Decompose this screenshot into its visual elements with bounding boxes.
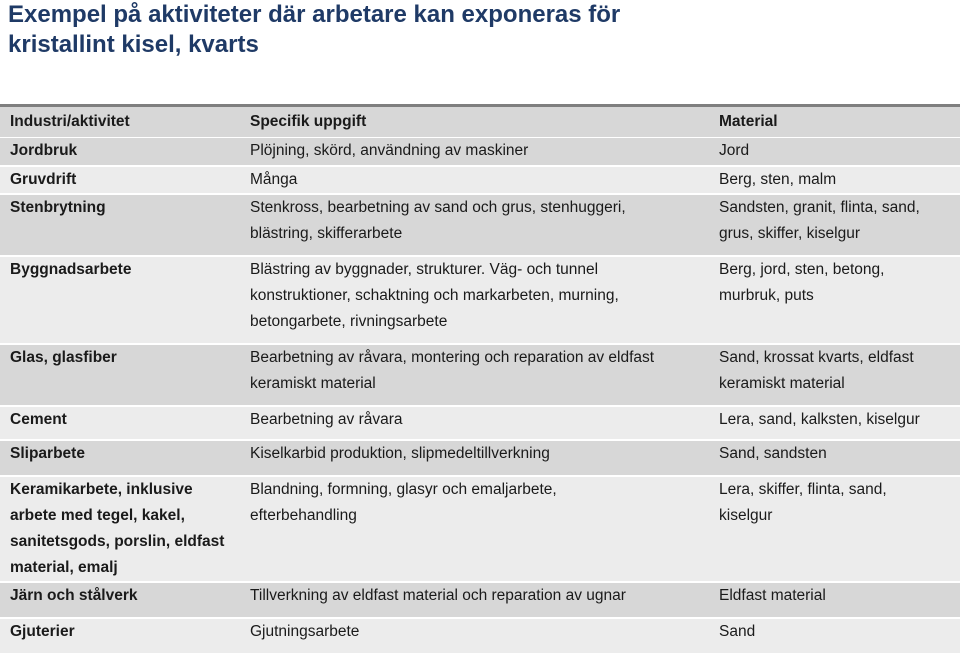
- cell-industry: [0, 476, 240, 582]
- cell-material-line: Eldfast material: [719, 586, 826, 604]
- exposure-table: [0, 104, 960, 655]
- cell-material-line: Sand, krossat kvarts, eldfast: [719, 348, 914, 366]
- cell-task: [240, 618, 709, 654]
- cell-industry-line: material, emalj: [10, 558, 118, 576]
- cell-material-line: Berg, sten, malm: [719, 170, 837, 188]
- cell-industry: [0, 344, 240, 406]
- cell-material: [709, 582, 960, 618]
- cell-task-line: Blästring av byggnader, strukturer. Väg- och tunnel: [250, 260, 599, 278]
- cell-task-line: Många: [250, 170, 298, 188]
- cell-material-line: kiselgur: [719, 506, 773, 524]
- cell-material-line: Berg, jord, sten, betong,: [719, 260, 885, 278]
- cell-task: [240, 440, 709, 476]
- table-row: [0, 138, 960, 166]
- cell-task-line: blästring, skifferarbete: [250, 224, 403, 242]
- cell-industry: [0, 582, 240, 618]
- cell-task-line: Plöjning, skörd, användning av maskiner: [250, 142, 529, 159]
- cell-material: [709, 344, 960, 406]
- header-material: Material: [709, 106, 960, 138]
- cell-task-line: Gjutningsarbete: [250, 622, 360, 640]
- cell-material-line: grus, skiffer, kiselgur: [719, 224, 860, 242]
- cell-industry-line: Järn och stålverk: [10, 586, 138, 604]
- cell-industry-line: Gruvdrift: [10, 170, 77, 188]
- cell-task-line: Bearbetning av råvara, montering och reparation av eldfast: [250, 348, 655, 366]
- cell-task: [240, 476, 709, 582]
- cell-material: [709, 618, 960, 654]
- cell-material: [709, 138, 960, 166]
- cell-industry-line: Cement: [10, 410, 67, 428]
- cell-industry: [0, 256, 240, 344]
- cell-industry: [0, 618, 240, 654]
- cell-material: [709, 440, 960, 476]
- cell-industry: [0, 138, 240, 166]
- page-title: [8, 0, 908, 60]
- cell-industry-line: Byggnadsarbete: [10, 260, 132, 278]
- cell-industry: [0, 406, 240, 440]
- cell-task-line: konstruktioner, schaktning och markarbeten, murning,: [250, 286, 619, 304]
- header-task: Specifik uppgift: [240, 106, 709, 138]
- cell-task: [240, 194, 709, 256]
- cell-industry-line: Keramikarbete, inklusive: [10, 480, 193, 498]
- header-industry: Industri/aktivitet: [0, 106, 240, 138]
- cell-task-line: efterbehandling: [250, 506, 357, 524]
- exposure-table-container: [0, 104, 960, 655]
- cell-task: [240, 406, 709, 440]
- title-line-1: Exempel på aktiviteter där arbetare kan exponeras för: [8, 1, 621, 28]
- cell-task: [240, 344, 709, 406]
- table-row: [0, 476, 960, 582]
- cell-industry-line: sanitetsgods, porslin, eldfast: [10, 532, 225, 550]
- cell-material-line: Lera, skiffer, flinta, sand,: [719, 480, 887, 498]
- cell-material: [709, 194, 960, 256]
- title-line-2: kristallint kisel, kvarts: [8, 31, 259, 58]
- table-row: [0, 256, 960, 344]
- table-row: [0, 194, 960, 256]
- cell-industry-line: Glas, glasfiber: [10, 348, 117, 366]
- cell-material: [709, 476, 960, 582]
- cell-industry-line: arbete med tegel, kakel,: [10, 506, 185, 524]
- cell-task: [240, 256, 709, 344]
- cell-material-line: Sandsten, granit, flinta, sand,: [719, 198, 920, 216]
- cell-industry: [0, 166, 240, 194]
- cell-industry-line: Sliparbete: [10, 444, 85, 462]
- table-row: [0, 440, 960, 476]
- table-row: [0, 344, 960, 406]
- cell-industry-line: Stenbrytning: [10, 198, 106, 216]
- cell-material: [709, 166, 960, 194]
- cell-material-line: Jord: [719, 142, 750, 159]
- cell-task-line: keramiskt material: [250, 374, 376, 392]
- cell-material-line: Sand, sandsten: [719, 444, 827, 462]
- cell-task-line: betongarbete, rivningsarbete: [250, 312, 448, 330]
- cell-material: [709, 256, 960, 344]
- cell-material-line: keramiskt material: [719, 374, 845, 392]
- table-row: [0, 166, 960, 194]
- cell-task: [240, 166, 709, 194]
- cell-material: [709, 406, 960, 440]
- cell-material-line: murbruk, puts: [719, 286, 814, 304]
- cell-task-line: Tillverkning av eldfast material och reparation av ugnar: [250, 586, 626, 604]
- cell-industry: [0, 194, 240, 256]
- table-row: [0, 582, 960, 618]
- cell-task: [240, 138, 709, 166]
- cell-task: [240, 582, 709, 618]
- cell-task-line: Stenkross, bearbetning av sand och grus, stenhuggeri,: [250, 198, 626, 216]
- table-row: [0, 406, 960, 440]
- table-header-row: [0, 106, 960, 138]
- cell-task-line: Kiselkarbid produktion, slipmedeltillverkning: [250, 444, 550, 462]
- table-row: [0, 618, 960, 654]
- cell-material-line: Sand: [719, 622, 756, 640]
- cell-task-line: Bearbetning av råvara: [250, 410, 403, 428]
- cell-industry-line: Jordbruk: [10, 142, 78, 159]
- cell-industry: [0, 440, 240, 476]
- cell-material-line: Lera, sand, kalksten, kiselgur: [719, 410, 920, 428]
- table-body: [0, 138, 960, 654]
- cell-task-line: Blandning, formning, glasyr och emaljarbete,: [250, 480, 557, 498]
- cell-industry-line: Gjuterier: [10, 622, 75, 640]
